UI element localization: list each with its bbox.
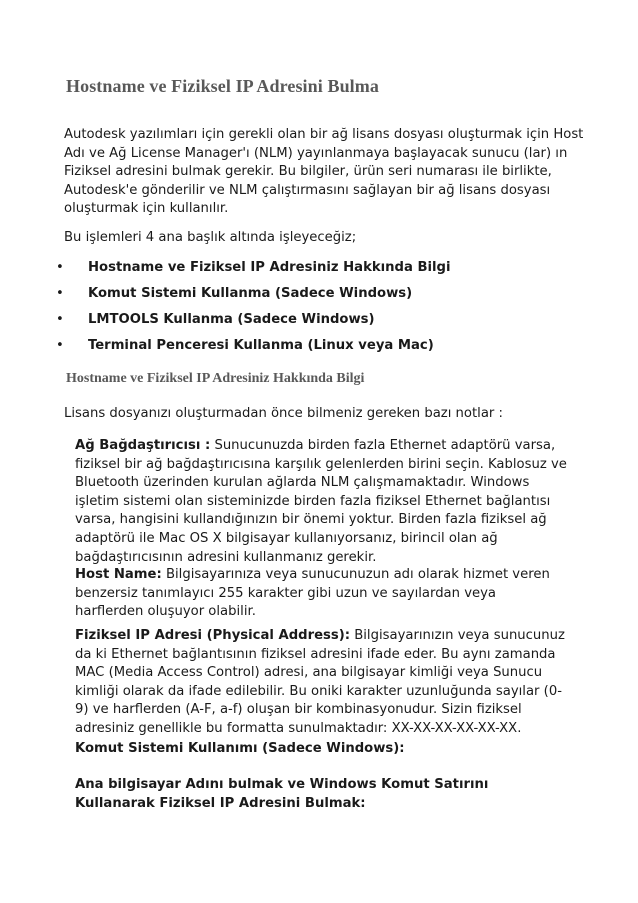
list-item-label: Hostname ve Fiziksel IP Adresiniz Hakkında Bilgi <box>88 260 451 275</box>
section-heading: Hostname ve Fiziksel IP Adresiniz Hakkında Bilgi <box>66 371 365 386</box>
hostname-label: Host Name: <box>75 567 162 582</box>
physical-address-label: Fiziksel IP Adresi (Physical Address): <box>75 628 351 643</box>
hostname-paragraph <box>75 566 567 622</box>
page-title: Hostname ve Fiziksel IP Adresini Bulma <box>66 76 379 96</box>
adapter-label: Ağ Bağdaştırıcısı : <box>75 438 211 453</box>
topic-list <box>50 258 451 362</box>
bullet-icon: • <box>56 312 64 327</box>
list-item <box>50 310 451 336</box>
list-item-label: Komut Sistemi Kullanma (Sadece Windows) <box>88 286 413 301</box>
hostname-text: Bilgisayarınıza veya sunucunuzun adı olarak hizmet veren benzersiz tanımlayıcı 255 karakter gibi uzun ve sayılardan veya harflerden oluşuyor olabilir. <box>75 567 550 620</box>
physical-address-paragraph <box>75 627 567 739</box>
intro-paragraph: Autodesk yazılımları için gerekli olan bir ağ lisans dosyası oluşturmak için Host Adı ve Ağ License Manager'ı (NLM) yayınlanmaya başlayacak sunucu (lar) ın Fiziksel adresini bulmak gerekir. Bu bilgiler, ürün seri numarası ile birlikte, Autodesk'e gönderilir ve NLM çalıştırmasını sağlayan bir ağ lisans dosyası oluşturmak için kullanılır. <box>64 127 584 217</box>
section2-heading: Komut Sistemi Kullanımı (Sadece Windows): <box>75 741 405 756</box>
list-item <box>50 336 451 362</box>
list-item-label: LMTOOLS Kullanma (Sadece Windows) <box>88 312 375 327</box>
section2-subheading: Ana bilgisayar Adını bulmak ve Windows Komut Satırını Kullanarak Fiziksel IP Adresini Bulmak: <box>75 777 489 811</box>
list-item-label: Terminal Penceresi Kullanma (Linux veya Mac) <box>88 338 434 353</box>
outline-intro: Bu işlemleri 4 ana başlık altında işleyeceğiz; <box>64 230 357 245</box>
physical-address-text: Bilgisayarınızın veya sunucunuz da ki Ethernet bağlantısının fiziksel adresini ifade eder. Bu aynı zamanda MAC (Media Access Control) adresi, ana bilgisayar kimliği veya Sunucu kimliği olarak da ifade edilebilir. Bu oniki karakter uzunluğunda sayılar (0-9) ve harflerden (A-F, a-f) oluşan bir kombinasyonudur. Sizin fiziksel adresiniz genellikle bu formatta sunulmaktadır: XX-XX-XX-XX-XX-XX. <box>75 628 565 736</box>
adapter-text: Sunucunuzda birden fazla Ethernet adaptörü varsa, fiziksel bir ağ bağdaştırıcısına karşılık gelenlerden birini seçin. Kablosuz ve Bluetooth üzerinden kurulan ağlarda NLM çalışmamaktadır. Windows işletim sistemi olan sisteminizde birden fazla fiziksel Ethernet bağlantısı varsa, hangisini kullandığınızın bir önemi yoktur. Birden fazla fiziksel ağ adaptörü ile Mac OS X bilgisayar kullanıyorsanız, birincil olan ağ bağdaştırıcısının adresini kullanmanız gerekir. <box>75 438 567 565</box>
adapter-paragraph <box>75 437 567 567</box>
bullet-icon: • <box>56 338 64 353</box>
bullet-icon: • <box>56 286 64 301</box>
section-intro: Lisans dosyanızı oluşturmadan önce bilmeniz gereken bazı notlar : <box>64 406 503 421</box>
bullet-icon: • <box>56 260 64 275</box>
list-item <box>50 284 451 310</box>
list-item <box>50 258 451 284</box>
